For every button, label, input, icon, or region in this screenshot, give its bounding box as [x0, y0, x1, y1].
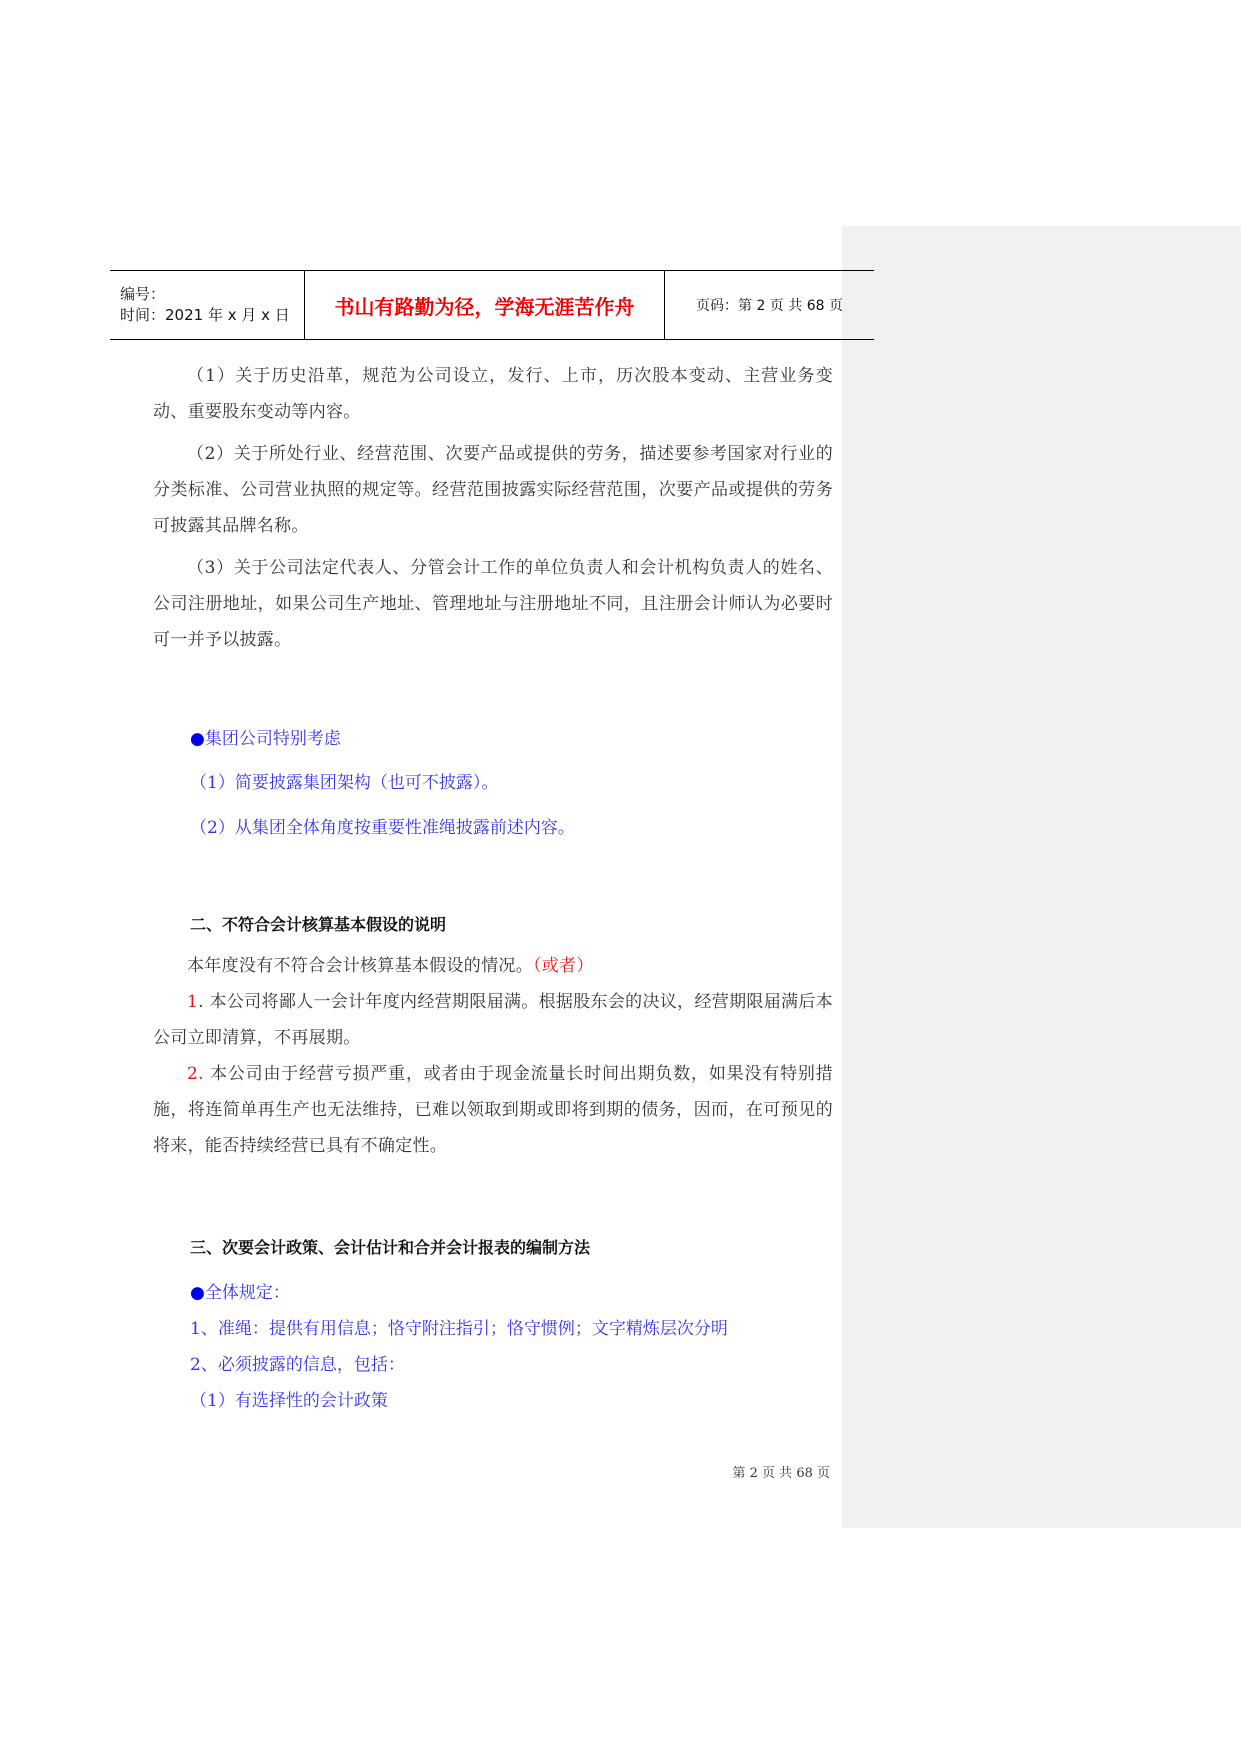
- header-page-number: 页码：第 2 页 共 68 页: [696, 298, 843, 314]
- group-note-title: 集团公司特别考虑: [204, 729, 341, 749]
- item-number: 1: [187, 992, 199, 1012]
- item-text: 本公司由于经营亏损严重，或者由于现金流量长时间出期负数，如果没有特别措施，将连简单再生产也无法维持，已难以领取到期或即将到期的债务，因而，在可预见的将来，能否持续经营已具有不确定性。: [153, 1064, 833, 1156]
- page-header: [110, 270, 874, 340]
- group-note-item: （1）简要披露集团架构（也可不披露）。: [190, 773, 499, 793]
- section1-body: [153, 358, 833, 658]
- item-number: 2.: [187, 1064, 204, 1084]
- document-date-label: 时间：2021 年 x 月 x 日: [120, 306, 290, 324]
- group-note-item: （2）从集团全体角度按重要性准绳披露前述内容。: [190, 818, 575, 838]
- header-motto: 书山有路勤为径，学海无涯苦作舟: [305, 271, 665, 339]
- page-footer: 第 2 页 共 68 页: [732, 1466, 830, 1481]
- paragraph: [153, 948, 833, 984]
- item-text: . 本公司将鄙人一会计年度内经营期限届满。根据股东会的决议，经营期限届满后本公司立即清算，不再展期。: [153, 992, 833, 1048]
- list-item: 1、准绳：提供有用信息；恪守附注指引；恪守惯例；文字精炼层次分明: [190, 1319, 728, 1339]
- list-item: 2、必须披露的信息，包括：: [190, 1355, 405, 1375]
- alternative-note: （或者）: [533, 956, 594, 976]
- section3-general-heading: [190, 1278, 290, 1303]
- paragraph: （1）关于历史沿革，规范为公司设立，发行、上市，历次股本变动、主营业务变动、重要股东变动等内容。: [153, 366, 833, 422]
- header-left-cell: [110, 271, 305, 339]
- general-rule-title: 全体规定：: [204, 1283, 290, 1303]
- comment-sidebar-pane: [842, 226, 1241, 1528]
- section2-body: [153, 948, 833, 1164]
- paragraph: [153, 1056, 833, 1164]
- paragraph: （3）关于公司法定代表人、分管会计工作的单位负责人和会计机构负责人的姓名、公司注册地址，如果公司生产地址、管理地址与注册地址不同，且注册会计师认为必要时可一并予以披露。: [153, 558, 833, 650]
- list-item: （1）有选择性的会计政策: [190, 1391, 388, 1411]
- paragraph: （2）关于所处行业、经营范围、次要产品或提供的劳务，描述要参考国家对行业的分类标准、公司营业执照的规定等。经营范围披露实际经营范围，次要产品或提供的劳务可披露其品牌名称。: [153, 444, 833, 536]
- paragraph: [153, 984, 833, 1056]
- group-note-heading: [190, 724, 341, 749]
- document-number-label: 编号：: [120, 285, 166, 303]
- section2-title: 二、不符合会计核算基本假设的说明: [190, 915, 447, 934]
- bullet-icon: ●: [190, 1283, 205, 1303]
- section2-intro: 本年度没有不符合会计核算基本假设的情况。: [187, 956, 533, 976]
- bullet-icon: ●: [190, 729, 205, 749]
- section3-title: 三、次要会计政策、会计估计和合并会计报表的编制方法: [190, 1238, 591, 1257]
